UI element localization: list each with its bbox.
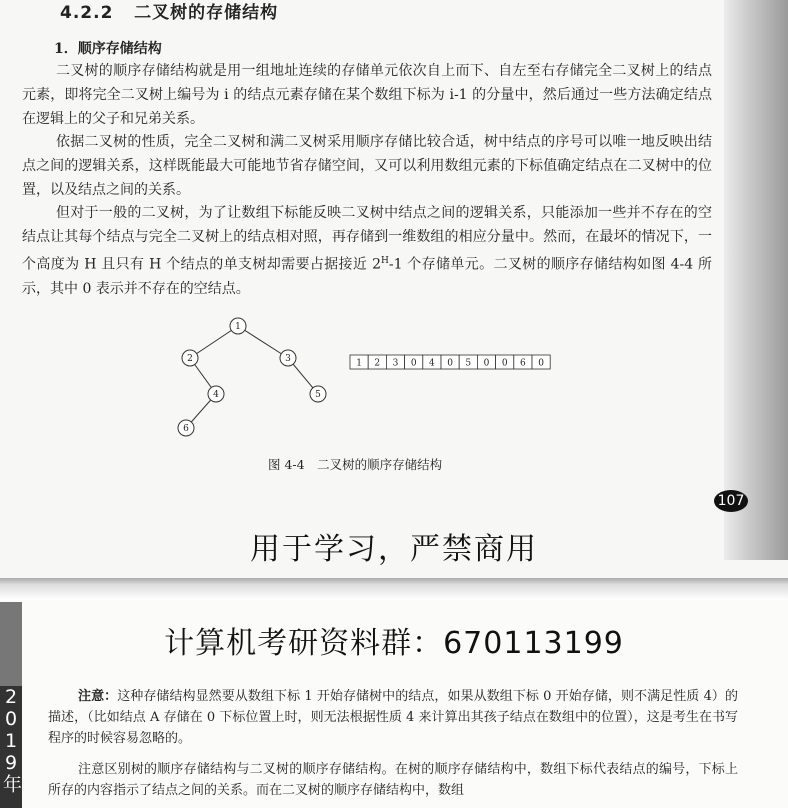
array-cell-value: 0 [538,358,544,369]
paragraph-1: 二叉树的顺序存储结构就是用一组地址连续的存储单元依次自上而下、自左至右存储完全二叉树上的结点元素，即将完全二叉树上编号为 i 的结点元素存储在某个数组下标为 i-1 的分量中，然后通过一些方法确定结点在逻辑上的父子和兄弟关系。 [22,63,712,127]
tree-node-3-label: 3 [285,354,291,364]
superscript-h: H [381,256,389,266]
array-cell-value: 2 [374,358,381,369]
sequential-array [350,355,550,369]
side-label: 2019年 [0,686,22,808]
tree-node-2-label: 2 [187,354,193,364]
array-cell-value: 0 [501,358,508,369]
page-number: 107 [714,490,748,512]
section-heading [60,0,278,23]
tree-node-1-label: 1 [235,322,241,332]
array-cell-value: 1 [356,358,362,369]
watermark-banner: 用于学习，严禁商用 [250,532,538,567]
array-cell-value: 4 [429,358,435,369]
page-margin-shadow [724,0,788,560]
array-cell-value: 5 [465,358,472,369]
note-paragraph-2: 注意区别树的顺序存储结构与二叉树的顺序存储结构。在树的顺序存储结构中，数组下标代表结点的编号，下标上所存的内容指示了结点之间的关系。而在二叉树的顺序存储结构中，数组 [48,762,738,798]
subsection-number: 1． [54,41,78,57]
tree-node-6-label: 6 [183,424,189,434]
tree-node-4-label: 4 [213,390,219,400]
tree-node-5-label: 5 [315,390,321,400]
section-number: 4.2.2 [60,3,114,23]
paragraph-3 [22,201,712,301]
array-cell-value: 0 [410,358,417,369]
array-cell-value: 0 [447,358,453,369]
figure-caption: 图 4-4 二叉树的顺序存储结构 [268,457,443,472]
paragraph-2: 依据二叉树的性质，完全二叉树和满二叉树采用顺序存储比较合适，树中结点的序号可以唯一地反映出结点之间的逻辑关系，这样既能最大可能地节省存储空间，又可以利用数组元素的下标值确定结点在二叉树中的位置，以及结点之间的关系。 [22,134,712,198]
array-cell-value: 6 [520,358,526,369]
paragraph-3-text: 但对于一般的二叉树，为了让数组下标能反映二叉树中结点之间的逻辑关系，只能添加一些并不存在的空结点让其每个结点与完全二叉树上的结点相对照，再存储到一维数组的相应分量中。然而，在最坏的情况下，一个高度为 H 且只有 H 个结点的单支树却需要占据接近 2 [22,205,712,273]
page-separator [0,578,788,600]
paragraph-3-tail: -1 个存储单元。二叉树的顺序存储结构如图 4-4 所示，其中 0 表示并不存在的空结点。 [22,256,712,297]
note-text: 这种存储结构显然要从数组下标 1 开始存储树中的结点，如果从数组下标 0 开始存储，则不满足性质 4）的描述，（比如结点 A 存储在 0 下标位置上时，则无法根据性质 4 来计算出其孩子结点在数组中的位置），这是考生在书写程序的时候容易忽略的。 [48,689,738,746]
group-banner: 计算机考研资料群：670113199 [164,626,624,661]
array-cell-value: 3 [392,358,399,369]
subsection-title: 顺序存储结构 [77,41,162,57]
note-paragraph-1 [48,686,738,749]
note-label: 注意： [78,689,118,704]
array-cell-value: 0 [483,358,490,369]
subsection-heading [54,38,162,58]
section-title: 二叉树的存储结构 [134,3,279,23]
binary-tree-figure [170,312,570,444]
